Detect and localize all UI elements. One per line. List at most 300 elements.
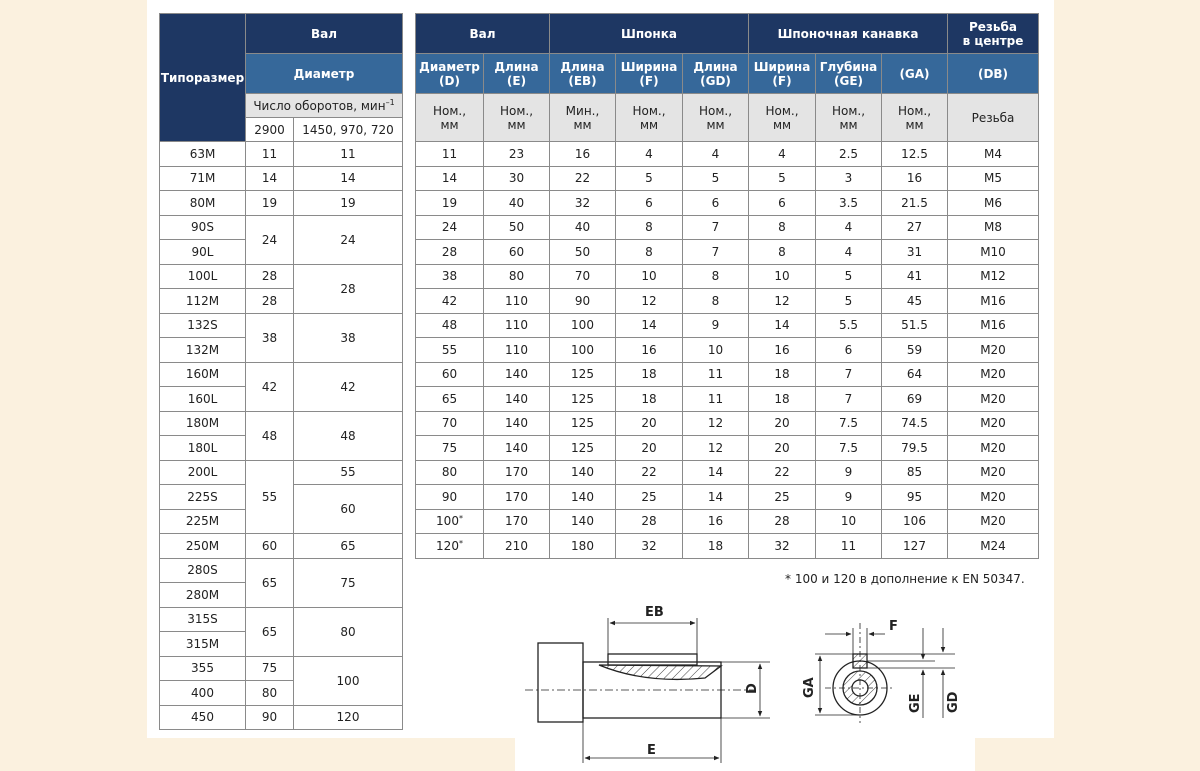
- col-header-name: Ширина: [753, 59, 811, 74]
- cell-value: 8: [683, 264, 749, 289]
- cell-value: 11: [816, 534, 882, 559]
- cell-type: 180M: [160, 411, 246, 436]
- unit-line-1: Ном.,: [831, 103, 866, 118]
- table-row: [160, 705, 403, 730]
- cell-1450: 42: [294, 362, 403, 411]
- col-header-keyway: Шпоночная канавка: [749, 14, 948, 54]
- table-row: [160, 313, 403, 338]
- table-row: [416, 313, 1039, 338]
- cell-2900: 24: [246, 215, 294, 264]
- shaft-drawing: [515, 598, 975, 768]
- cell-value: 48: [416, 313, 484, 338]
- table-row: [160, 656, 403, 681]
- cell-value: M20: [948, 436, 1039, 461]
- cell-value: 18: [749, 362, 816, 387]
- cell-value: 140: [484, 387, 550, 412]
- cell-value: 14: [616, 313, 683, 338]
- cell-value: 95: [882, 485, 948, 510]
- cell-value: 50: [484, 215, 550, 240]
- col-header-2: [550, 54, 616, 94]
- unit-line-2: мм: [839, 117, 858, 132]
- cell-value: 40: [550, 215, 616, 240]
- cell-value: 9: [683, 313, 749, 338]
- cell-value: 5: [816, 264, 882, 289]
- cell-value: M20: [948, 485, 1039, 510]
- cell-value: 18: [683, 534, 749, 559]
- col-header-shaft: Вал: [416, 14, 550, 54]
- cell-2900: 80: [246, 681, 294, 706]
- shaft-shoulder: [538, 643, 583, 722]
- cell-2900: 38: [246, 313, 294, 362]
- cell-value: 31: [882, 240, 948, 265]
- cell-value: 12: [683, 436, 749, 461]
- cell-type: 280S: [160, 558, 246, 583]
- cell-value: 4: [816, 240, 882, 265]
- cell-type: 80M: [160, 191, 246, 216]
- cell-value: 38: [416, 264, 484, 289]
- thread-label-2: в центре: [962, 33, 1024, 48]
- col-header-0: [416, 54, 484, 94]
- table-row: [416, 191, 1039, 216]
- cell-type: 160L: [160, 387, 246, 412]
- table-row: [416, 411, 1039, 436]
- cell-value: 120*: [416, 534, 484, 559]
- cell-value: 27: [882, 215, 948, 240]
- cell-value: M5: [948, 166, 1039, 191]
- footnote: [785, 572, 1045, 586]
- cell-value: 79.5: [882, 436, 948, 461]
- table-row: [416, 460, 1039, 485]
- cell-1450: 100: [294, 656, 403, 705]
- col-header-1450: 1450, 970, 720: [294, 118, 403, 142]
- col-header-name: Ширина: [620, 59, 678, 74]
- cell-value: 80: [416, 460, 484, 485]
- cell-value: 50: [550, 240, 616, 265]
- cell-value: 9: [816, 485, 882, 510]
- col-header-type: Типоразмер: [160, 14, 246, 142]
- col-header-symbol: (GA): [899, 66, 930, 81]
- cell-2900: 28: [246, 264, 294, 289]
- cell-value: 125: [550, 362, 616, 387]
- keyway-hatch: [599, 665, 721, 679]
- cell-type: 280M: [160, 583, 246, 608]
- cell-value: 4: [683, 142, 749, 167]
- unit-line-1: Резьба: [971, 110, 1015, 125]
- speed-unit-sup: –1: [385, 98, 395, 107]
- table-row: [160, 264, 403, 289]
- cell-2900: 65: [246, 558, 294, 607]
- cell-value: M24: [948, 534, 1039, 559]
- footnote-marker: *: [458, 538, 463, 548]
- cell-2900: 19: [246, 191, 294, 216]
- cell-1450: 80: [294, 607, 403, 656]
- shaft-dimension-rows: [416, 142, 1039, 559]
- cell-value: 18: [616, 362, 683, 387]
- table-row: [160, 460, 403, 485]
- cell-value: M20: [948, 411, 1039, 436]
- cell-value: 4: [616, 142, 683, 167]
- cell-value: M12: [948, 264, 1039, 289]
- cell-value: 14: [683, 460, 749, 485]
- cell-type: 71M: [160, 166, 246, 191]
- label-d: D: [745, 683, 760, 694]
- table-row: [416, 509, 1039, 534]
- table-row: [416, 485, 1039, 510]
- table-row: [160, 607, 403, 632]
- cell-1450: 24: [294, 215, 403, 264]
- cell-value: 10: [683, 338, 749, 363]
- cell-value: 69: [882, 387, 948, 412]
- cell-value: 74.5: [882, 411, 948, 436]
- cell-value: 11: [683, 362, 749, 387]
- cell-value: 140: [484, 411, 550, 436]
- cell-value: 7.5: [816, 436, 882, 461]
- cell-value: M16: [948, 313, 1039, 338]
- col-header-key: Шпонка: [550, 14, 749, 54]
- cell-value: 170: [484, 485, 550, 510]
- table-row: [160, 191, 403, 216]
- cell-value: 70: [416, 411, 484, 436]
- cell-2900: 60: [246, 534, 294, 559]
- table-row: [160, 362, 403, 387]
- cell-value: 10: [616, 264, 683, 289]
- cell-value: 6: [683, 191, 749, 216]
- cell-type: 160M: [160, 362, 246, 387]
- unit-line-1: Ном.,: [897, 103, 932, 118]
- cell-value: 110: [484, 313, 550, 338]
- cell-1450: 19: [294, 191, 403, 216]
- cell-value: 28: [416, 240, 484, 265]
- cell-value: 110: [484, 289, 550, 314]
- col-header-symbol: (GE): [833, 73, 863, 88]
- table-row: [416, 436, 1039, 461]
- cell-value: 140: [550, 509, 616, 534]
- cell-value: 170: [484, 509, 550, 534]
- table-row: [416, 240, 1039, 265]
- cell-1450: 60: [294, 485, 403, 534]
- cell-value: M10: [948, 240, 1039, 265]
- cell-2900: 48: [246, 411, 294, 460]
- cell-2900: 28: [246, 289, 294, 314]
- cell-type: 315M: [160, 632, 246, 657]
- table-row: [416, 215, 1039, 240]
- col-header-name: Глубина: [819, 59, 878, 74]
- cell-type: 63M: [160, 142, 246, 167]
- cell-value: 7: [816, 387, 882, 412]
- cell-value: 8: [616, 215, 683, 240]
- cell-value: 12: [616, 289, 683, 314]
- cell-value: 18: [616, 387, 683, 412]
- cell-value: M8: [948, 215, 1039, 240]
- cell-type: 400: [160, 681, 246, 706]
- cell-value: 125: [550, 411, 616, 436]
- cell-value: 32: [616, 534, 683, 559]
- col-unit-4: [683, 94, 749, 142]
- cell-value: 16: [550, 142, 616, 167]
- cell-value: 11: [683, 387, 749, 412]
- cell-value: 5.5: [816, 313, 882, 338]
- cell-1450: 11: [294, 142, 403, 167]
- table-row: [416, 534, 1039, 559]
- col-header-symbol: (E): [506, 73, 527, 88]
- cell-type: 355: [160, 656, 246, 681]
- unit-line-2: мм: [507, 117, 526, 132]
- cell-type: 250M: [160, 534, 246, 559]
- cell-value: 14: [683, 485, 749, 510]
- col-header-units-row: [416, 94, 1039, 142]
- cell-value: 4: [749, 142, 816, 167]
- cell-type: 132S: [160, 313, 246, 338]
- unit-line-2: мм: [772, 117, 792, 132]
- cell-value: 140: [484, 362, 550, 387]
- col-unit-6: [816, 94, 882, 142]
- table-row: [416, 362, 1039, 387]
- col-header-symbol: (F): [639, 73, 659, 88]
- cell-value: 7.5: [816, 411, 882, 436]
- unit-line-1: Ном.,: [432, 103, 467, 118]
- table-row: [416, 264, 1039, 289]
- cell-value: 10: [749, 264, 816, 289]
- cell-2900: 75: [246, 656, 294, 681]
- col-header-name: Длина: [560, 59, 605, 74]
- col-header-7: [882, 54, 948, 94]
- cell-value: 4: [816, 215, 882, 240]
- cell-value: 18: [749, 387, 816, 412]
- cell-value: 24: [416, 215, 484, 240]
- cell-value: 8: [749, 240, 816, 265]
- cell-value: 90: [416, 485, 484, 510]
- cell-value: 22: [616, 460, 683, 485]
- cell-1450: 55: [294, 460, 403, 485]
- col-header-3: [616, 54, 683, 94]
- cell-2900: 42: [246, 362, 294, 411]
- cell-value: 8: [749, 215, 816, 240]
- cell-type: 132M: [160, 338, 246, 363]
- cell-value: 16: [749, 338, 816, 363]
- col-header-speed: [246, 94, 403, 118]
- cell-value: 110: [484, 338, 550, 363]
- cell-type: 90S: [160, 215, 246, 240]
- cell-value: 22: [550, 166, 616, 191]
- cell-type: 90L: [160, 240, 246, 265]
- cell-value: 10: [816, 509, 882, 534]
- table-row: [160, 166, 403, 191]
- cell-value: 41: [882, 264, 948, 289]
- cell-2900: 55: [246, 460, 294, 534]
- col-unit-5: [749, 94, 816, 142]
- col-header-symbol: (EB): [568, 73, 597, 88]
- table-row: [160, 558, 403, 583]
- col-unit-3: [616, 94, 683, 142]
- cell-value: M20: [948, 509, 1039, 534]
- cell-value: M4: [948, 142, 1039, 167]
- key-outline: [608, 654, 697, 665]
- table-row: [416, 387, 1039, 412]
- cell-value: 140: [484, 436, 550, 461]
- cell-value: 90: [550, 289, 616, 314]
- cell-value: 20: [616, 411, 683, 436]
- speed-label: Число оборотов, мин: [253, 99, 386, 113]
- cell-value: 16: [683, 509, 749, 534]
- col-header-shaft: Вал: [246, 14, 403, 54]
- cell-value: M20: [948, 362, 1039, 387]
- unit-line-1: Ном.,: [765, 103, 799, 118]
- cell-value: 8: [683, 289, 749, 314]
- cell-value: 7: [683, 240, 749, 265]
- cell-value: 60: [416, 362, 484, 387]
- cell-value: 9: [816, 460, 882, 485]
- cell-value: M20: [948, 338, 1039, 363]
- cell-value: 100: [550, 313, 616, 338]
- cell-value: 60: [484, 240, 550, 265]
- cell-value: 125: [550, 436, 616, 461]
- col-unit-7: [882, 94, 948, 142]
- cell-value: 20: [749, 411, 816, 436]
- cell-value: 25: [616, 485, 683, 510]
- table-row: [160, 142, 403, 167]
- cell-value: 106: [882, 509, 948, 534]
- unit-line-1: Ном.,: [698, 103, 733, 118]
- cell-value: M20: [948, 387, 1039, 412]
- cell-value: 80: [484, 264, 550, 289]
- cell-value: 11: [416, 142, 484, 167]
- cell-type: 315S: [160, 607, 246, 632]
- col-header-name: Длина: [693, 59, 738, 74]
- cell-1450: 38: [294, 313, 403, 362]
- frame-size-rows: [160, 142, 403, 730]
- col-header-name: Длина: [494, 59, 539, 74]
- cell-value: 127: [882, 534, 948, 559]
- unit-line-2: мм: [573, 117, 592, 132]
- cell-1450: 65: [294, 534, 403, 559]
- label-e: E: [647, 743, 656, 758]
- cell-value: 75: [416, 436, 484, 461]
- col-header-thread: [948, 14, 1039, 54]
- cell-value: 28: [616, 509, 683, 534]
- footnote-marker: *: [458, 514, 463, 524]
- cell-value: 5: [816, 289, 882, 314]
- cell-value: 5: [683, 166, 749, 191]
- cell-1450: 75: [294, 558, 403, 607]
- col-header-8: [948, 54, 1039, 94]
- label-ga: GA: [802, 677, 817, 698]
- cell-value: 12.5: [882, 142, 948, 167]
- footnote-text: 100 и 120 в дополнение к EN 50347.: [791, 572, 1025, 586]
- table-row: [416, 338, 1039, 363]
- col-header-symbol: (DB): [977, 66, 1009, 81]
- unit-line-1: Ном.,: [499, 103, 534, 118]
- cell-value: 19: [416, 191, 484, 216]
- col-header-name: Диаметр: [419, 59, 480, 74]
- col-unit-1: [484, 94, 550, 142]
- unit-line-2: мм: [905, 117, 924, 132]
- cell-1450: 48: [294, 411, 403, 460]
- cell-value: 16: [616, 338, 683, 363]
- table-row: [416, 166, 1039, 191]
- cell-value: M6: [948, 191, 1039, 216]
- col-unit-8: [948, 94, 1039, 142]
- cell-value: 100*: [416, 509, 484, 534]
- cell-value: 210: [484, 534, 550, 559]
- table-row: [160, 215, 403, 240]
- col-unit-2: [550, 94, 616, 142]
- col-header-2900: 2900: [246, 118, 294, 142]
- cell-value: 42: [416, 289, 484, 314]
- table-row: [160, 411, 403, 436]
- cell-value: 85: [882, 460, 948, 485]
- cell-value: 16: [882, 166, 948, 191]
- cell-value: 12: [749, 289, 816, 314]
- cell-value: M20: [948, 460, 1039, 485]
- cell-value: 45: [882, 289, 948, 314]
- cell-value: 3.5: [816, 191, 882, 216]
- cell-value: 32: [550, 191, 616, 216]
- cell-value: 55: [416, 338, 484, 363]
- table-row: [416, 142, 1039, 167]
- cell-value: 140: [550, 460, 616, 485]
- cell-value: 14: [749, 313, 816, 338]
- col-header-symbol: (D): [439, 73, 460, 88]
- cell-value: 6: [749, 191, 816, 216]
- cell-value: 125: [550, 387, 616, 412]
- cell-value: 140: [550, 485, 616, 510]
- cell-value: 180: [550, 534, 616, 559]
- cell-value: 3: [816, 166, 882, 191]
- cell-value: 6: [816, 338, 882, 363]
- cell-value: 23: [484, 142, 550, 167]
- cell-value: 5: [749, 166, 816, 191]
- cell-value: 7: [816, 362, 882, 387]
- cell-value: 100: [550, 338, 616, 363]
- cell-type: 100L: [160, 264, 246, 289]
- cell-type: 200L: [160, 460, 246, 485]
- cell-value: 64: [882, 362, 948, 387]
- cell-value: 170: [484, 460, 550, 485]
- cell-value: 40: [484, 191, 550, 216]
- cell-value: 70: [550, 264, 616, 289]
- cell-value: 30: [484, 166, 550, 191]
- col-header-diameter: Диаметр: [246, 54, 403, 94]
- col-header-4: [683, 54, 749, 94]
- col-header-symbol: (GD): [700, 73, 731, 88]
- cell-value: 12: [683, 411, 749, 436]
- shaft-dimension-table: [415, 13, 1039, 559]
- unit-line-1: Ном.,: [632, 103, 666, 118]
- label-ge: GE: [908, 693, 923, 713]
- cell-type: 450: [160, 705, 246, 730]
- table-row: [416, 289, 1039, 314]
- col-unit-0: [416, 94, 484, 142]
- cell-1450: 28: [294, 264, 403, 313]
- cell-1450: 14: [294, 166, 403, 191]
- cell-value: 7: [683, 215, 749, 240]
- unit-line-2: мм: [440, 117, 459, 132]
- cell-value: 14: [416, 166, 484, 191]
- cell-type: 180L: [160, 436, 246, 461]
- unit-line-2: мм: [706, 117, 725, 132]
- unit-line-2: мм: [639, 117, 659, 132]
- footnote-star: *: [785, 572, 791, 586]
- table-row: [160, 534, 403, 559]
- label-eb: EB: [645, 605, 664, 620]
- cell-value: 21.5: [882, 191, 948, 216]
- col-header-symbol: (F): [772, 73, 792, 88]
- cell-value: 22: [749, 460, 816, 485]
- cell-value: 51.5: [882, 313, 948, 338]
- cell-value: 5: [616, 166, 683, 191]
- cell-2900: 90: [246, 705, 294, 730]
- cell-value: 25: [749, 485, 816, 510]
